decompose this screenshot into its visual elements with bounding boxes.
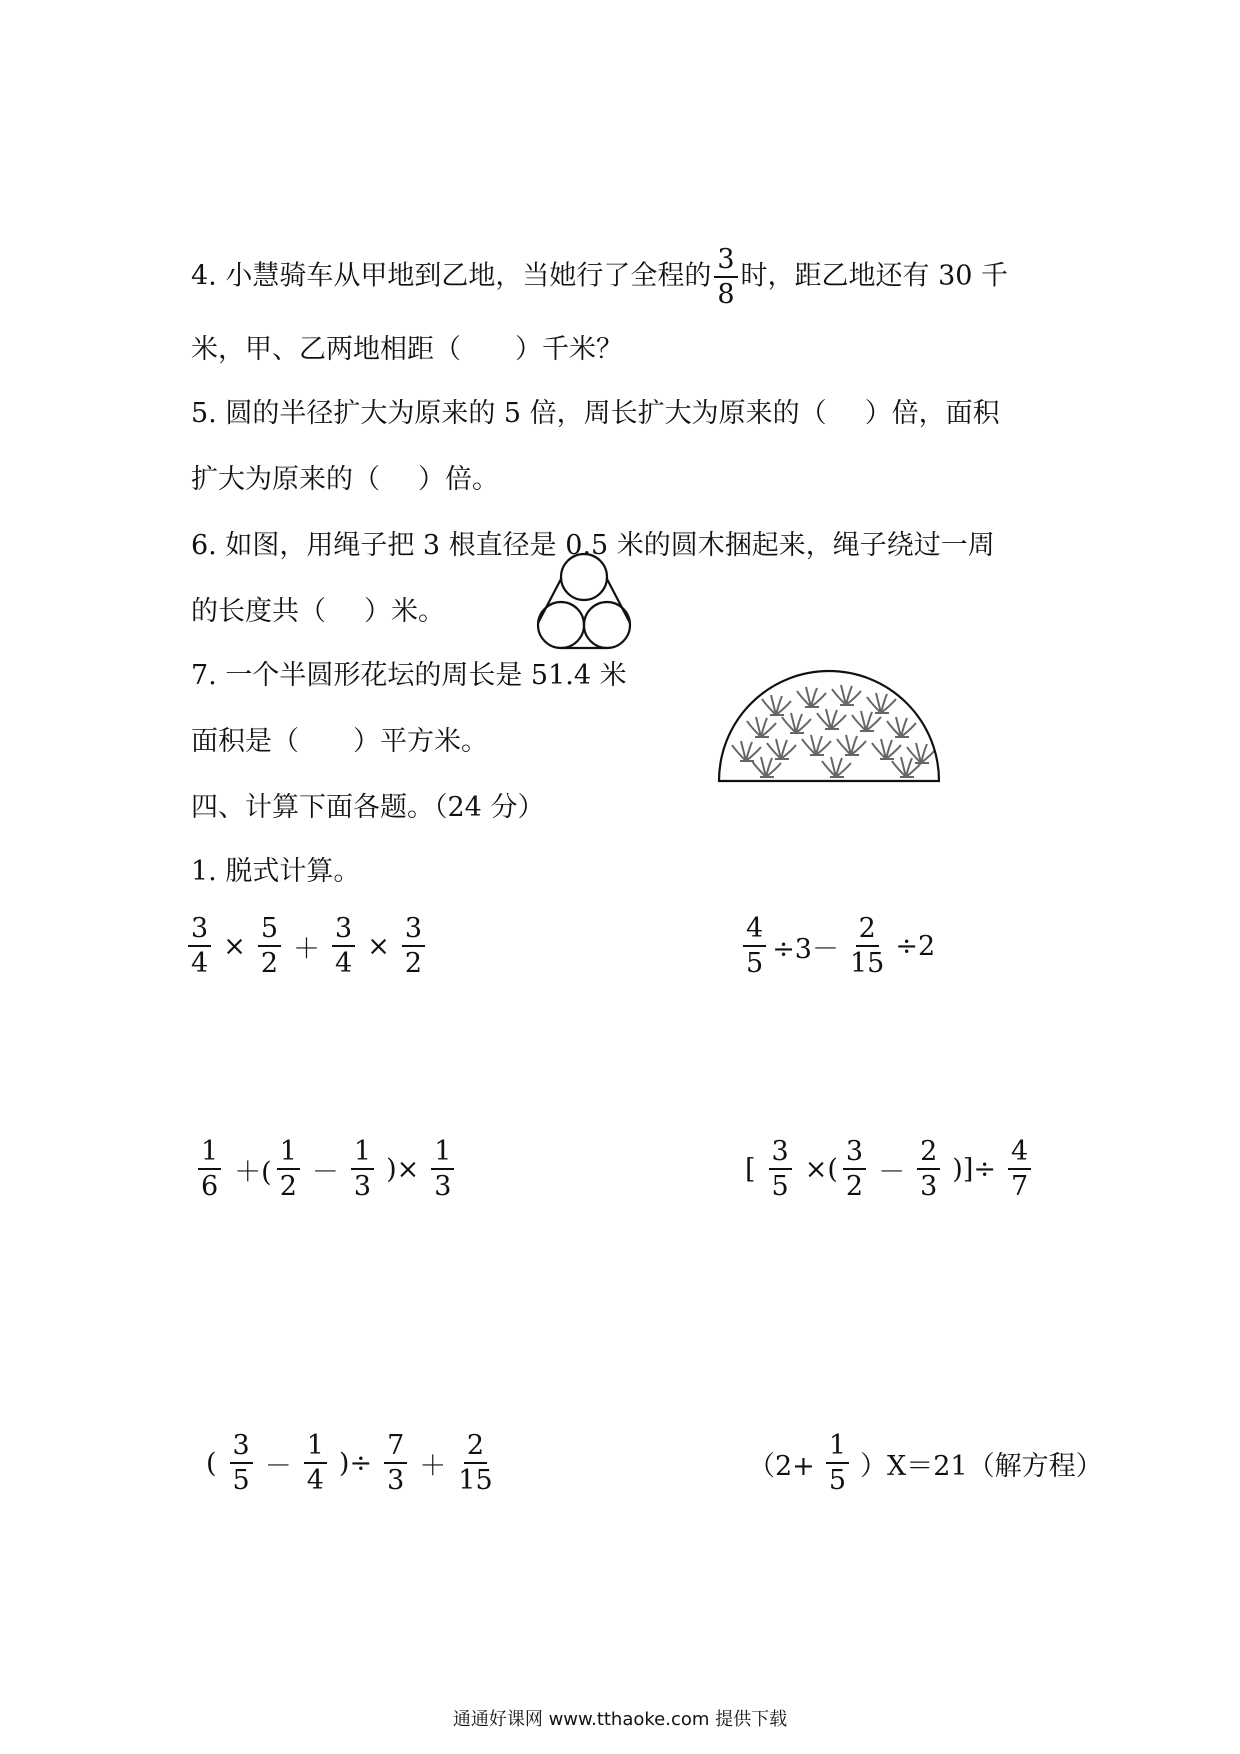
grass-tuft-icon: [872, 739, 901, 759]
q7-line2: 面积是（ ）平方米。: [191, 726, 488, 757]
expression-5: ( $\frac{3}{5}$ － $\frac{1}{4}$ )÷ $\frac{7}{3}$ ＋ $\frac{2}{15}$: [206, 1430, 493, 1496]
section4-title: 四、计算下面各题。（24 分）: [191, 792, 545, 823]
grass-tuft-icon: [817, 709, 846, 729]
rope-left: [538, 579, 561, 623]
grass-tuft-icon: [767, 739, 796, 759]
expression-6: （2+ $\frac{1}{5}$ ）X＝21（解方程）: [748, 1430, 1103, 1496]
grass-tuft-icon: [832, 685, 861, 705]
expression-3: $\frac{1}{6}$ ＋( $\frac{1}{2}$ － $\frac{1}{3}$ )× $\frac{1}{3}$: [195, 1138, 457, 1200]
expression-2: $\frac{4}{5}$ ÷3－ $\frac{2}{15}$ ÷2: [740, 915, 938, 977]
grass-tuft-icon: [867, 693, 896, 713]
expression-4: [ $\frac{3}{5}$ ×( $\frac{3}{2}$ － $\frac{2}{3}$ )]÷ $\frac{4}{7}$: [742, 1138, 1034, 1200]
log-circle-top: [561, 554, 607, 600]
q4-line1: 4. 小慧骑车从甲地到乙地，当她行了全程的 $\frac{3}{8}$ 时，距乙地还有 30 千: [191, 244, 1009, 310]
q4-line2: 米，甲、乙两地相距（ ）千米？: [191, 334, 623, 365]
q5-line2: 扩大为原来的（ ）倍。: [191, 464, 499, 495]
grass-tuft-icon: [822, 757, 851, 777]
three-logs-figure: [532, 552, 636, 658]
grass-tuft-icon: [762, 695, 791, 715]
rope-right: [607, 579, 630, 623]
q4-fraction: $\frac{3}{8}$: [714, 246, 737, 308]
grass-tuft-icon: [837, 735, 866, 755]
q6-line2: 的长度共（ ）米。: [191, 596, 445, 627]
grass-tuft-icon: [782, 713, 811, 733]
grass-tuft-icon: [802, 735, 831, 755]
grass-tuft-icon: [892, 757, 921, 777]
expression-1: $\frac{3}{4}$ × $\frac{5}{2}$ ＋ $\frac{3}{4}$ × $\frac{3}{2}$: [185, 915, 428, 977]
q6-line1: 6. 如图，用绳子把 3 根直径是 0.5 米的圆木捆起来，绳子绕过一周: [191, 530, 995, 561]
semicircle-flowerbed-figure: [716, 665, 942, 785]
section4-sub1: 1. 脱式计算。: [191, 856, 361, 887]
grass-tuft-icon: [747, 717, 776, 737]
grass-tuft-icon: [732, 741, 761, 761]
grass-tuft-icon: [797, 687, 826, 707]
footer-source: 通通好课网 www.tthaoke.com 提供下载: [452, 1709, 788, 1730]
q7-line1: 7. 一个半圆形花坛的周长是 51.4 米: [191, 660, 627, 691]
q5-line1: 5. 圆的半径扩大为原来的 5 倍，周长扩大为原来的（ ）倍，面积: [191, 398, 1000, 429]
grass-tuft-icon: [887, 717, 916, 737]
